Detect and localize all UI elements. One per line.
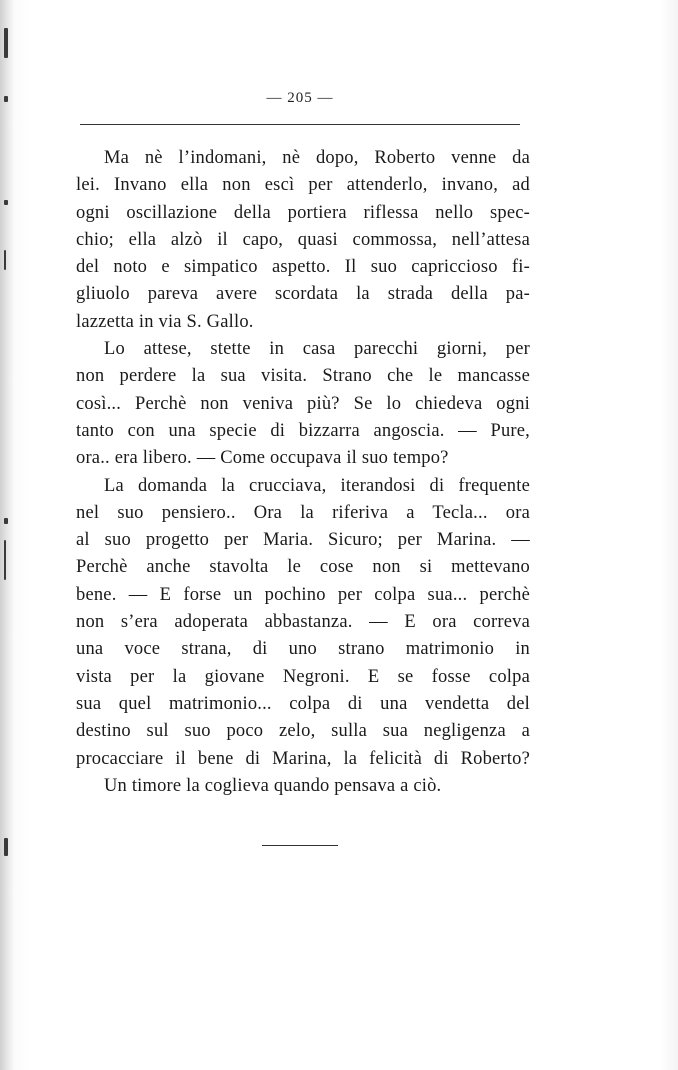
gutter-mark [4, 200, 8, 205]
text-line: nel suo pensiero.. Ora la riferiva a Tecla... ora [76, 502, 530, 523]
text-line: lei. Invano ella non escì per attenderlo, invano, ad [76, 175, 530, 196]
gutter-mark [4, 250, 6, 270]
text-line: bene. — E forse un pochino per colpa sua... perchè [76, 584, 530, 605]
text-line: sua quel matrimonio... colpa di una vendetta del [76, 693, 530, 714]
page-number: — 205 — [266, 90, 334, 106]
text-line: del noto e simpatico aspetto. Il suo capriccioso fi- [76, 257, 530, 278]
gutter-mark [4, 28, 8, 58]
text-line: La domanda la crucciava, iterandosi di frequente [104, 475, 530, 496]
end-rule [262, 845, 338, 846]
header-rule [80, 124, 520, 125]
text-line: ogni oscillazione della portiera riflessa nello spec- [76, 202, 530, 223]
gutter-mark [4, 838, 8, 856]
text-line: lazzetta in via S. Gallo. [76, 311, 254, 332]
text-line: ora.. era libero. — Come occupava il suo tempo? [76, 448, 449, 469]
text-line: Ma nè l’indomani, nè dopo, Roberto venne da [104, 148, 530, 168]
text-line: procacciare il bene di Marina, la felicità di Roberto? [76, 748, 530, 769]
text-line: una voce strana, di uno strano matrimonio in [76, 639, 530, 660]
text-line: Un timore la coglieva quando pensava a ciò. [104, 775, 442, 796]
text-line: Lo attese, stette in casa parecchi giorni, per [104, 339, 530, 360]
text-line: tanto con una specie di bizzarra angoscia. — Pure, [76, 420, 530, 441]
gutter-mark [4, 540, 6, 580]
text-line: non s’era adoperata abbastanza. — E ora correva [76, 612, 530, 633]
page-gutter-shadow [0, 0, 14, 1070]
text-line: Perchè anche stavolta le cose non si mettevano [76, 557, 530, 578]
text-line: vista per la giovane Negroni. E se fosse colpa [76, 666, 530, 687]
text-line: al suo progetto per Maria. Sicuro; per Marina. — [76, 530, 530, 551]
text-line: destino sul suo poco zelo, sulla sua negligenza a [76, 721, 530, 742]
body-text [76, 145, 530, 800]
text-line: gliuolo pareva avere scordata la strada della pa- [76, 284, 530, 305]
text-line: chio; ella alzò il capo, quasi commossa, nell’attesa [76, 229, 530, 250]
gutter-mark [4, 518, 8, 524]
text-line: non perdere la sua visita. Strano che le mancasse [76, 366, 530, 387]
text-line: così... Perchè non veniva più? Se lo chiedeva ogni [76, 393, 530, 414]
